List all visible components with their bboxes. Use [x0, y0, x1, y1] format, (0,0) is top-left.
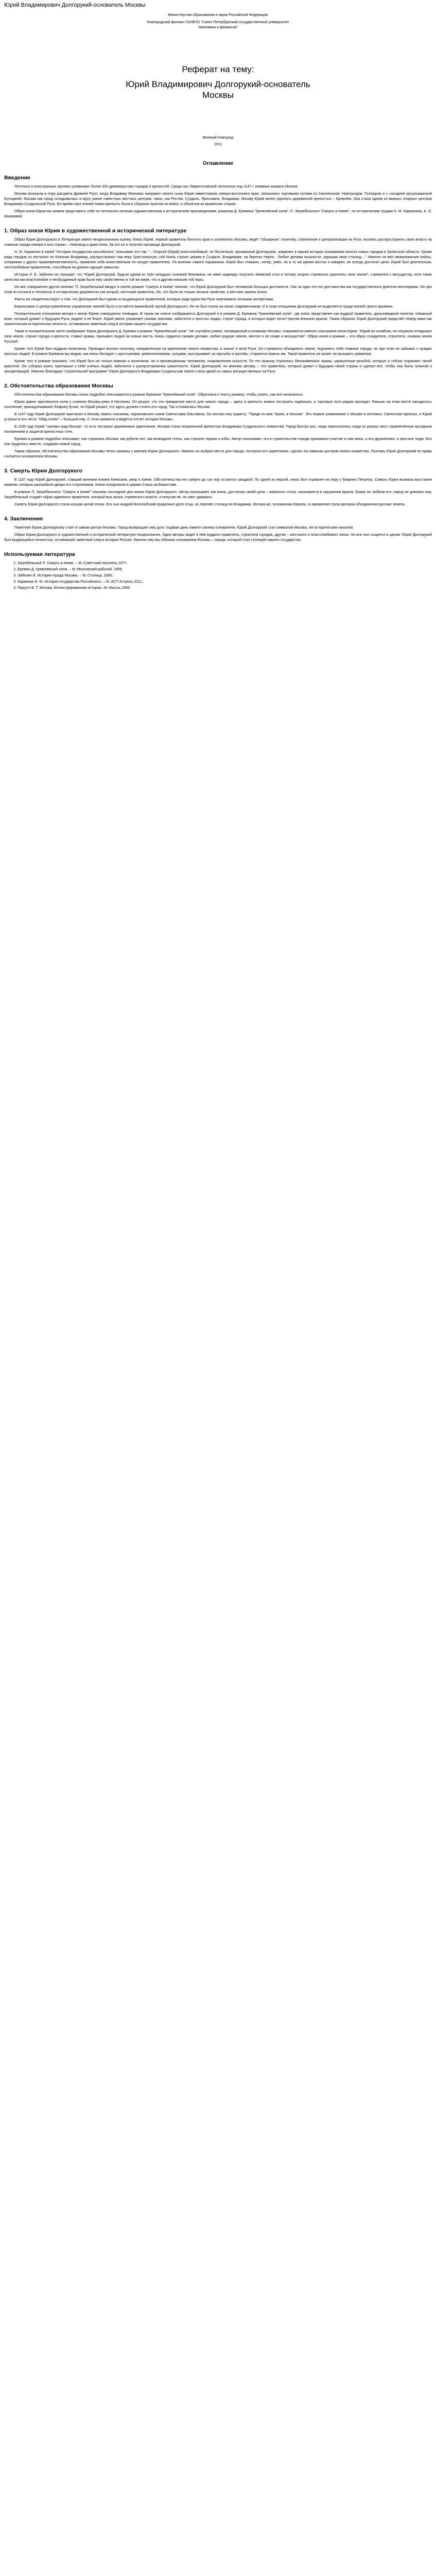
- section-heading: Используемая литература: [4, 551, 75, 557]
- paragraph: В 1156 году Юрий "заложи град Москву", то есть построил деревянные укрепления. Москва стала пограничной крепостью Владимиро-Суздальского княжества. Город быстро рос, сюда переселялись люди из разных мест, привлечённые выгодным положением и защитой крепостных стен.: [4, 425, 432, 434]
- reference-item: 3. Забелин И. История города Москвы. – М.:Столица, 1990;: [18, 573, 432, 579]
- paragraph: Также в положительном свете изображает Юрия Долгорукого Д. Еремин в романе "Кремлёвский холм". Не случайно роман, посвящённый основанию Москвы, открывается именно описанием князя Юрия: "Юрий по-хозяйски, по-отцовски оглядывал свои земли, строил города и крепости, ставил храмы, призывал людей на новые места. Князь гордился своими делами, любил родную землю, мечтал о её славе и могуществе". Образ князя в романе – это образ созидателя, строителя, хозяина земли Русской.: [4, 330, 432, 344]
- year: 2011: [214, 143, 222, 146]
- reference-item: 2. Еремин Д. Кремлёвский холм. – М.:Московский рабочий, 1955;: [18, 567, 432, 572]
- city-year-block: [4, 134, 432, 148]
- paragraph: Бережливое и целеустремлённое управление землёй было и остаётся важнейшей чертой Долгорукого. Он не был похож на своих современников. И в этом отношении Долгорукий не выделяется среди князей своего времени.: [14, 305, 394, 309]
- paragraph: Памятник Юрию Долгорукому стоит в самом центре Москвы. Город возвращает ему долг, отдавая дань памяти своему основателю. Юрий Долгорукий стал символом Москвы, её историческим началом.: [14, 526, 354, 530]
- paragraph: Таким образом, обстоятельства образования Москвы тесно связаны с именем Юрия Долгорукого. Именно он выбрал место для города, построил его укрепления, сделал его важным центром своего княжества. Поэтому Юрий Долгорукий по праву считается основателем Москвы.: [4, 450, 432, 459]
- paragraph: Факты же свидетельствуют о том, что Долгорукий был одним из выдающихся правителей, которые ради единства Руси жертвовали личными интересами.: [14, 298, 274, 301]
- reference-item: 5. Пашуто В. Т. Москва. Иллюстрированная история.–М.:Мысль,1985;: [18, 586, 432, 591]
- paragraph: Кроме того в романе показано, что Юрий был не только воином и политиком, но и просвещённым человеком, покровителем искусств. По его приказу строились белокаменные храмы, украшенные резьбой, которые и сейчас поражают своей красотой. Он собирал книги, приглашал к себе учёных людей, заботился о распространении грамотности. Юрий Долгорукий, по мнению автора, – это правитель, который думал о будущем своей страны и сделал всё, чтобы она была сильной и процветающей. Именно благодаря "строительной программе" Юрия Долгорукого Владимиро-Суздальская земля стала одной из самых могущественных на Руси.: [4, 360, 432, 374]
- references-list: [4, 561, 432, 591]
- sections-container: [4, 175, 432, 591]
- paragraph: Положительное отношение автора к князю Юрию совершенно очевидно. В таком же ключе изображается Долгорукий и в романе Д. Еремина "Кремлёвский холм", где князь представлен как мудрый правитель, дальновидный политик, отважный воин, который думает о будущем Руси, радеет о её благе. Юрий умело управляет своими землями, заботится о простых людях, строит города, в которых видит оплот против внешних врагов. Таким образом, Юрий Долгорукий предстаёт перед нами как значительная историческая личность, оставившая заметный след в истории нашего государства.: [4, 312, 432, 326]
- document-page: [0, 0, 436, 592]
- city: Великий Новгород: [202, 136, 234, 140]
- section: [4, 228, 432, 375]
- reference-item: 1. Загребельный П. Смерть в Киеве. – М.:Советский писатель,1977;: [18, 561, 432, 566]
- paragraph: В 1147 году Юрий Долгорукий пригласил в Москву своего союзника, черниговского князя Святослава Ольговича. Он послал ему грамоту: "Приди ко мне, брате, в Москов". Это первое упоминание о Москве в летописи. Святослав приехал, и Юрий устроил в его честь "обед силен" – большой пир. С этого момента и ведётся отсчёт истории Москвы.: [4, 413, 432, 421]
- section-heading: 3. Смерть Юрия Долгорукого: [4, 468, 82, 474]
- paragraph: Образ князя Юрия мы можем представить себе по летописно-личным художественным и историческим произведениям: романам Д. Еремина "Кремлёвский холм", П. Загребельного "Смерть в Киеве", по историческим трудам Н. М. Карамзина, А. О. Ишимовой.: [4, 210, 432, 218]
- paragraph: Обстоятельства образования Москвы очень подробно описываются в романе Еремина "Кремлёвский холм". Обратимся к тексту романа, чтобы узнать, как всё начиналось.: [14, 393, 304, 397]
- branch-line-1: Новгородский филиал ГОУВПО "Санкт-Петербургский государственный университет: [147, 21, 289, 24]
- essay-title-line-3: Москвы: [202, 90, 234, 100]
- document-title: Юрий Владимирович Долгорукий-основатель Москвы: [4, 2, 146, 8]
- paragraph: В 1157 году Юрий Долгорукий, ставший великим князем Киевским, умер в Киеве. Обстоятельства его смерти до сих пор остаются загадкой. По одной из версий, князь был отравлен на пиру у боярина Петрилы. Смерть Юрия вызвала восстание киевлян, которые разграбили дворы его сторонников. Князя похоронили в церкви Спаса на Берестове.: [4, 478, 432, 487]
- section: [4, 468, 432, 507]
- paragraph: Образ Юрия Долгорукого в художественной и исторической литературе неоднозначен. Одни авторы видят в нём мудрого правителя, строителя городов, другие – жестокого и властолюбивого князя. Но все они сходятся в одном: Юрий Долгорукий был выдающейся личностью, оставившей заметный след в истории России. Именно ему мы обязаны основанием Москвы – города, который стал столицей нашего государства.: [4, 533, 432, 542]
- paragraph: Еремин в романе подробно описывает, как строилась Москва: как рубили лес, как возводили стены, как строили терема и избы. Автор показывает, что в строительстве города принимали участие и сам князь, и его дружинники, и простые люди. Все они трудились вместе, создавая новый город.: [4, 437, 432, 446]
- section-heading: 4. Заключение: [4, 516, 43, 522]
- branch-line-2: экономики и финансов": [198, 26, 238, 29]
- paragraph: Образ Юрия Долгорукого в Литературе имеет неоднозначную оценку. Князь Юрий, первый правитель богатого края и основатель Москвы, ведёт "обширную" политику, стремление к централизации на Руси, пытаясь распространить свою власть на главные города севера и юга страны – Новгород и даже Киев. За это он и получил прозвище Долгорукий.: [4, 238, 432, 247]
- section: [4, 516, 432, 543]
- paragraph: Юрию давно приглянулся холм у слияния Москвы-реки и Неглинки. Он решил, что это прекрасное место для нового города – здесь и крепость можно построить надёжную, и торговые пути рядом проходят. Раньше на этом месте находилось поселение, принадлежавшее боярину Кучке, но Юрий решил, что здесь должен стоять его город. Так и появилась Москва.: [4, 400, 432, 409]
- ministry-line: Министерство образования и науки Российской Федерации: [168, 13, 268, 17]
- essay-title-block: [4, 64, 432, 100]
- section: [4, 551, 432, 591]
- paragraph: Он мог совершенно другое мнение. П. Загребельный вводит в своём романе "Смерть в Киеве" мнение, что Юрий Долгорукий был человеком больших достоинств. Уже за одно это его достоинства как государственного деятеля неоспоримы. Но при этом он остался в летописях и исторических документах как хитрый, жестокий правитель. Но, это были не только личные свойства, а жёсткие законы эпохи.: [4, 285, 432, 294]
- section: [4, 383, 432, 460]
- toc-title: Оглавление: [202, 161, 234, 166]
- paragraph: Смерть Юрия Долгорукого стала концом целой эпохи. Его сын Андрей Боголюбский продолжил дело отца, но перенёс столицу во Владимир. Москва же, основанная Юрием, со временем стала центром объединения русских земель.: [14, 503, 406, 506]
- section: [4, 175, 432, 219]
- reference-item: 4. Карамзин Н. М. История государства Российского. – М.:АСТ-Астрель,2011.;: [18, 580, 432, 585]
- essay-title-line-1: Реферат на тему:: [182, 64, 254, 74]
- paragraph: Летописи и иностранные хроники упоминают более 300 древнерусских городов и крепостей. Среди них Лаврентьевской летописью под 1147 г. впервые названа Москва.: [14, 185, 299, 189]
- section-heading: Введение: [4, 175, 30, 181]
- paragraph: Кроме того Юрий был мудрым политиком. Проводил вполне политику, направленную на укрепление своего княжества, а значит и всей Руси. Он стремился объединить земли, подчинить себе главные города, но при этом не забывал о нуждах простых людей. В романе Еремина мы видим, как князь беседует с крестьянами, ремесленниками, купцами, выслушивает их просьбы и жалобы, старается помочь им. Такой правитель не может не вызывать уважения.: [4, 347, 432, 356]
- essay-title-line-2: Юрий Владимирович Долгорукий-основатель: [126, 79, 310, 89]
- section-heading: 1. Образ князя Юрия в художественной и исторической литературе: [4, 228, 187, 234]
- paragraph: Москва возникла в пору расцвета Древней Руси, когда Владимир Мономах направил своего сына Юрия наместником северо-восточного края, связанного торговыми путями со Смоленском, Новгородом, Полоцком и с соседней мусульманской Булгарией. Москва как город складывалась в кругу ранее известных местных центров, таких, как Ростов, Суздаль, Ярославль, Владимир. Москву Юрий велел укрепить деревянной крепостью – Кремлём. Она стала одним из важных опорных центров Владимиро-Суздальской Руси. Во время смут князей новая крепость была и сборным пунктом их войск, и объектом их вражеских споров.: [4, 192, 432, 206]
- paragraph: Историк И. Е. Забелин не отрицает, что "Юрий Долгорукий, будучи одним из трёх младших сыновей Мономаха, не имел надежды получить Киевский стол и потому упорно стремился укреплять свои земли", стремился к могуществу, хотя такие качества как властолюбие и необузданный нрав были ему свойственны в той же мере, что и другим князьям той поры.: [4, 273, 432, 282]
- paragraph: Н. М. Карамзин в своей "Истории государства российского" описывает его так: "…Георгий (Юрий) властолюбивый, не беспечный, прозванный Долгоруким, знаменит в нашей истории основанием многих новых городов в Залесской области. Кроме ряда городов он построил по Клязьме Владимир, распространил там веру Христианскую, сей Князь строил церкви в Суздале, Владимире, на берегах Нерли…Любил делами пышности, украшая свою столицу…" Именно он вёл межкняжеские войны, оспаривая у других правопреемственность, проявляя себя воинственным по натуре правителем. По мнению самого Карамзина, Юрий был отважен, хитёр, умён, но в то же время жесток и коварен, не всегда достигал цели. Юрий был деятельным, честолюбивым правителем, способным на далеко идущие замыслы.: [4, 250, 432, 269]
- section-heading: 2. Обстоятельства образования Москвы: [4, 383, 113, 389]
- paragraph: В романе П. Загребельного "Смерть в Киеве" описаны последние дни жизни Юрия Долгорукого. Автор показывает, как князь, достигнув своей цели – киевского стола, оказывается в окружении врагов. Бояре не любили его, народ не доверял ему. Загребельный создаёт образ одинокого правителя, который всю жизнь стремился к власти, а получив её, не смог удержать.: [4, 490, 432, 499]
